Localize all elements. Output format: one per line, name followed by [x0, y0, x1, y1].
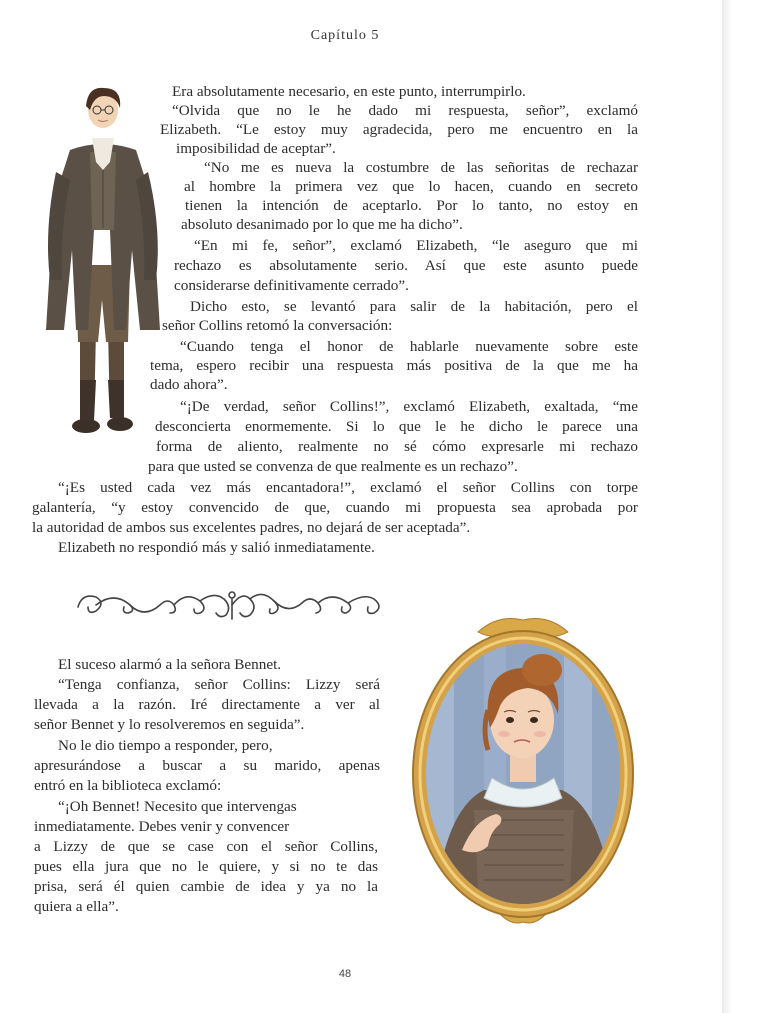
text-line: Era absolutamente necesario, en este punto, interrumpirlo.: [172, 83, 526, 100]
text-line: a Lizzy de que se case con el señor Collins,: [34, 838, 378, 855]
text-line: “¡Es usted cada vez más encantadora!”, exclamó el señor Collins con torpe: [58, 479, 638, 496]
text-line: “No me es nueva la costumbre de las señoritas de rechazar: [204, 159, 638, 176]
text-line: El suceso alarmó a la señora Bennet.: [58, 656, 282, 673]
text-line: Dicho esto, se levantó para salir de la habitación, pero el: [190, 298, 638, 315]
elizabeth-portrait: [404, 610, 642, 928]
text-line: galantería, “y estoy convencido de que, cuando mi propuesta sea aprobada por: [32, 499, 638, 516]
text-line: “¡Oh Bennet! Necesito que intervengas: [58, 798, 297, 815]
text-line: Elizabeth no respondió más y salió inmediatamente.: [58, 539, 375, 556]
ornamental-divider: [74, 585, 390, 625]
text-line: “¡De verdad, señor Collins!”, exclamó Elizabeth, exaltada, “me: [180, 398, 638, 415]
text-line: considerarse definitivamente cerrado”.: [174, 277, 409, 294]
text-line: forma de aliento, realmente no sé cómo expresarle mi rechazo: [156, 438, 638, 455]
text-line: al hombre la primera vez que lo hacen, cuando en secreto: [184, 178, 638, 195]
text-line: “En mi fe, señor”, exclamó Elizabeth, “le aseguro que mi: [194, 237, 638, 254]
text-line: “Olvida que no le he dado mi respuesta, señor”, exclamó: [172, 102, 638, 119]
text-line: imposibilidad de aceptar”.: [176, 140, 336, 157]
page-gutter: [722, 0, 760, 1013]
chapter-heading: Capítulo 5: [310, 28, 380, 43]
text-line: señor Collins retomó la conversación:: [162, 317, 393, 334]
text-line: tema, espero recibir una respuesta más positiva de la que me ha: [150, 357, 638, 374]
text-line: No le dio tiempo a responder, pero,: [58, 737, 273, 754]
text-line: apresurándose a buscar a su marido, apenas: [34, 757, 380, 774]
text-line: inmediatamente. Debes venir y convencer: [34, 818, 290, 835]
text-line: dado ahora”.: [150, 376, 228, 393]
text-line: para que usted se convenza de que realmente es un rechazo”.: [148, 458, 518, 475]
text-line: tienen la intención de aceptarlo. Por lo tanto, no estoy en: [185, 197, 638, 214]
text-line: desconcierta enormemente. Si lo que le he dicho le parece una: [155, 418, 638, 435]
text-line: llevada a la razón. Iré directamente a ver al: [34, 696, 380, 713]
text-line: pues ella jura que no le quiere, y si no te das: [34, 858, 378, 875]
text-line: rechazo es absolutamente serio. Así que este asunto puede: [174, 257, 638, 274]
text-line: entró en la biblioteca exclamó:: [34, 777, 222, 794]
text-line: “Tenga confianza, señor Collins: Lizzy será: [58, 676, 380, 693]
text-line: Elizabeth. “Le estoy muy agradecida, pero me encuentro en la: [160, 121, 638, 138]
page-number: 48: [338, 968, 352, 980]
text-line: quiera a ella”.: [34, 898, 119, 915]
text-line: prisa, será él quien cambie de idea y ya no la: [34, 878, 378, 895]
text-line: “Cuando tenga el honor de hablarle nuevamente sobre este: [180, 338, 638, 355]
text-line: la autoridad de ambos sus excelentes padres, no dejará de ser aceptada”.: [32, 519, 471, 536]
text-line: absoluto desanimado por lo que me ha dicho”.: [181, 216, 463, 233]
text-line: señor Bennet y lo resolveremos en seguida”.: [34, 716, 305, 733]
